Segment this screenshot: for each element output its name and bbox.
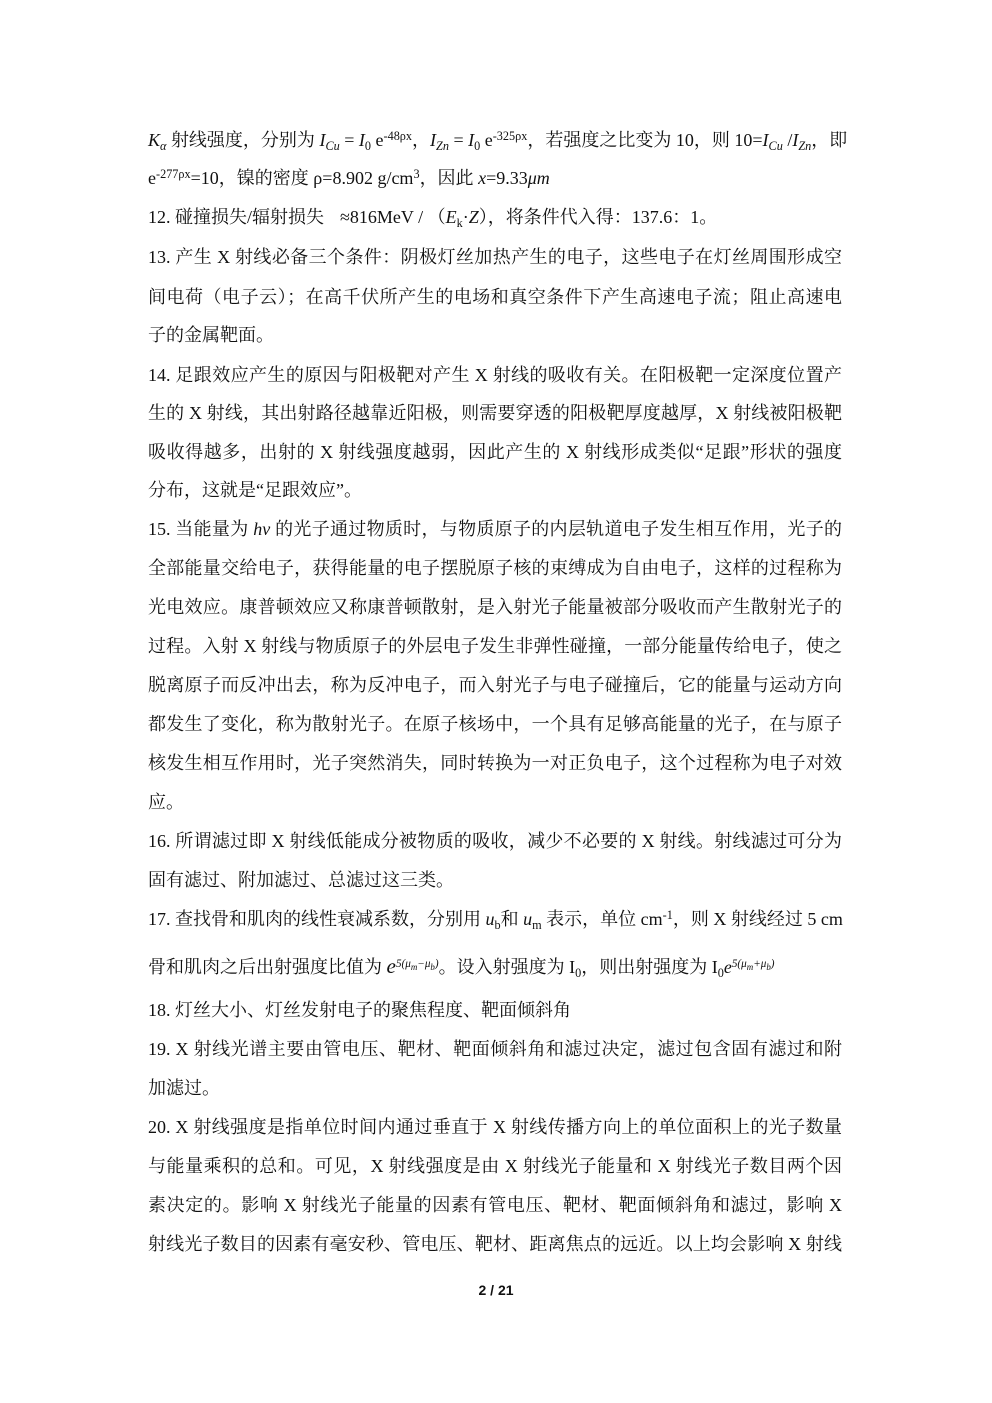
text-run: = <box>339 130 359 150</box>
answer-15-line-1 <box>148 517 842 541</box>
answer-19-line-1 <box>148 1037 842 1061</box>
text-run: 14. 足跟效应产生的原因与阳极靶对产生 X 射线的吸收有关。在阳极靶一定深度位置产 <box>148 365 842 385</box>
italic-variable: hv <box>253 519 271 539</box>
subscript: b <box>494 917 501 932</box>
subscript: k <box>456 215 463 230</box>
subscript: 0 <box>717 965 724 980</box>
italic-variable: u <box>485 909 495 929</box>
text-run: 与能量乘积的总和。可见，X 射线强度是由 X 射线光子能量和 X 射线光子数目两个因 <box>148 1156 842 1176</box>
text-run: ），将条件代入得：137.6：1。 <box>478 207 718 227</box>
answer-20-line-1 <box>148 1115 842 1139</box>
subscript: 0 <box>474 138 481 153</box>
text-run: 脱离原子而反冲出去，称为反冲电子，而入射光子与电子碰撞后，它的能量与运动方向 <box>148 675 842 695</box>
text-run: 过程。入射 X 射线与物质原子的外层电子发生非弹性碰撞，一部分能量传给电子，使之 <box>148 636 842 656</box>
text-run: 子的金属靶面。 <box>148 325 274 345</box>
answer-13-line-1 <box>148 245 842 269</box>
answer-20-line-3 <box>148 1193 842 1217</box>
text-run: + <box>753 957 761 970</box>
italic-variable: x <box>478 168 487 188</box>
subscript: m <box>410 961 418 972</box>
text-run: 射线光子数目的因素有毫安秒、管电压、靶材、距离焦点的远近。以上均会影响 X 射线 <box>148 1234 842 1254</box>
formula-base: e <box>723 957 732 977</box>
italic-variable: μ <box>760 957 767 970</box>
answer-17-line-1 <box>148 907 842 931</box>
text-run: 分布，这就是“足跟效应”。 <box>148 480 362 500</box>
text-run: e <box>371 130 384 150</box>
text-run: 13. 产生 X 射线必备三个条件：阴极灯丝加热产生的电子，这些电子在灯丝周围形成空 <box>148 247 842 267</box>
subscript: m <box>746 961 754 972</box>
text-run: 光电效应。康普顿效应又称康普顿散射，是入射光子能量被部分吸收而产生散射光子的 <box>148 597 842 617</box>
text-run: 5( <box>731 957 742 970</box>
superscript: -1 <box>662 907 673 922</box>
text-run: ， <box>412 130 431 150</box>
subscript: m <box>532 917 542 932</box>
italic-variable: u <box>523 909 533 929</box>
answer-14-line-1 <box>148 363 842 387</box>
formula-base: e <box>386 954 396 978</box>
text-run: 加滤过。 <box>148 1078 220 1098</box>
superscript: -48ρx <box>383 128 413 143</box>
text-run: 应。 <box>148 792 184 812</box>
formula-exponent <box>732 959 775 970</box>
italic-variable: K <box>148 130 161 150</box>
answer-11-continued-line-2 <box>148 166 842 190</box>
text-run: 12. 碰撞损失/辐射损失 <box>148 207 325 227</box>
answer-20-line-2 <box>148 1154 842 1178</box>
subscript: Zn <box>798 138 812 153</box>
text-run: ) <box>434 957 439 970</box>
text-run: ，则 X 射线经过 5 cm <box>672 909 843 929</box>
italic-variable: μ <box>741 957 747 970</box>
answer-15-line-8 <box>148 790 842 814</box>
text-run: 16. 所谓滤过即 X 射线低能成分被物质的吸收，减少不必要的 X 射线。射线滤过可分为 <box>148 831 842 851</box>
text-run: 表示，单位 cm <box>541 909 663 929</box>
italic-variable: Z <box>468 207 479 227</box>
text-run: 17. 查找骨和肌肉的线性衰减系数，分别用 <box>148 909 486 929</box>
answer-14-line-4 <box>148 478 842 502</box>
answer-15-line-7 <box>148 751 842 775</box>
text-run: 骨和肌肉之后出射强度比值为 <box>148 957 387 977</box>
text-run: 吸收得越多，出射的 X 射线强度越弱，因此产生的 X 射线形成类似“足跟”形状的强度 <box>148 442 842 462</box>
answer-16-line-2 <box>148 868 842 892</box>
text-run: 都发生了变化，称为散射光子。在原子核场中，一个具有足够高能量的光子，在与原子 <box>148 714 842 734</box>
text-run: 。设入射强度为 I <box>438 957 576 977</box>
text-run: ，因此 <box>419 168 479 188</box>
italic-variable: I <box>358 130 365 150</box>
superscript: -325ρx <box>492 128 528 143</box>
text-run: ，若强度之比变为 10，则 10= <box>527 130 763 150</box>
answer-15-line-2 <box>148 556 842 580</box>
answer-18-line-1 <box>148 998 842 1022</box>
superscript: -277ρx <box>156 166 191 181</box>
subscript: b <box>430 961 435 972</box>
answer-12-line-1 <box>148 205 842 229</box>
subscript: b <box>766 961 771 972</box>
italic-variable: I <box>430 130 437 150</box>
text-run: e <box>148 168 156 188</box>
text-run: − <box>417 957 425 970</box>
answer-15-line-3 <box>148 595 842 619</box>
italic-variable: μ <box>424 957 431 970</box>
text-run: = <box>448 130 469 150</box>
answer-16-line-1 <box>148 829 842 853</box>
text-run: 射线强度，分别为 <box>166 130 320 150</box>
answer-15-line-6 <box>148 712 842 736</box>
subscript: Zn <box>436 138 449 153</box>
italic-unit: μm <box>527 168 550 188</box>
answer-19-line-2 <box>148 1076 842 1100</box>
answer-14-line-3 <box>148 440 842 464</box>
text-run: / <box>782 130 793 150</box>
text-run: ，则出射强度为 I <box>581 957 718 977</box>
subscript: 0 <box>575 965 582 980</box>
text-run: 素决定的。影响 X 射线光子能量的因素有管电压、靶材、靶面倾斜角和滤过，影响 X <box>148 1195 842 1215</box>
text-run: =9.33 <box>486 168 528 188</box>
text-run: =10，镍的密度 ρ=8.902 g/cm <box>190 168 414 188</box>
answer-15-line-5 <box>148 673 842 697</box>
text-run: 间电荷（电子云）；在高千伏所产生的电场和真空条件下产生高速电子流；阻止高速电 <box>148 287 842 307</box>
italic-variable: I <box>792 130 799 150</box>
text-run: 和 <box>500 909 524 929</box>
text-run: 15. 当能量为 <box>148 519 254 539</box>
answer-11-continued-line-1 <box>148 128 848 153</box>
subscript: Cu <box>325 138 340 153</box>
answer-20-line-4 <box>148 1232 842 1256</box>
formula-exponent <box>396 959 439 970</box>
text-run: e <box>480 130 493 150</box>
text-run: 5( <box>395 957 406 970</box>
text-run: ，即 <box>811 130 848 150</box>
italic-variable: E <box>445 207 457 227</box>
text-run: ) <box>770 957 775 970</box>
page-number: 2 / 21 <box>478 1282 514 1298</box>
text-run: 核发生相互作用时，光子突然消失，同时转换为一对正负电子，这个过程称为电子对效 <box>148 753 842 773</box>
italic-variable: I <box>319 130 326 150</box>
italic-variable: I <box>468 130 475 150</box>
text-run: 全部能量交给电子，获得能量的电子摆脱原子核的束缚成为自由电子，这样的过程称为 <box>148 558 842 578</box>
subscript: 0 <box>364 138 371 153</box>
text-run: 20. X 射线强度是指单位时间内通过垂直于 X 射线传播方向上的单位面积上的光子数量 <box>148 1117 842 1137</box>
text-run: ≈816MeV / （ <box>340 207 446 227</box>
text-run: 生的 X 射线，其出射路径越靠近阳极，则需要穿透的阳极靶厚度越厚，X 射线被阳极靶 <box>148 403 842 423</box>
subscript: Cu <box>768 138 783 153</box>
italic-variable: I <box>762 130 769 150</box>
text-run: 18. 灯丝大小、灯丝发射电子的聚焦程度、靶面倾斜角 <box>148 1000 571 1020</box>
subscript: α <box>160 138 167 153</box>
text-run: 的光子通过物质时，与物质原子的内层轨道电子发生相互作用，光子的 <box>270 519 843 539</box>
answer-13-line-2 <box>148 285 842 309</box>
text-run: 固有滤过、附加滤过、总滤过这三类。 <box>148 870 454 890</box>
answer-14-line-2 <box>148 401 842 425</box>
answer-13-line-3 <box>148 323 842 347</box>
text-run: · <box>462 207 469 227</box>
superscript: 3 <box>413 166 420 181</box>
italic-variable: μ <box>405 957 411 970</box>
answer-17-line-2 <box>148 954 842 978</box>
answer-15-line-4 <box>148 634 842 658</box>
text-run: 19. X 射线光谱主要由管电压、靶材、靶面倾斜角和滤过决定，滤过包含固有滤过和附 <box>148 1039 842 1059</box>
